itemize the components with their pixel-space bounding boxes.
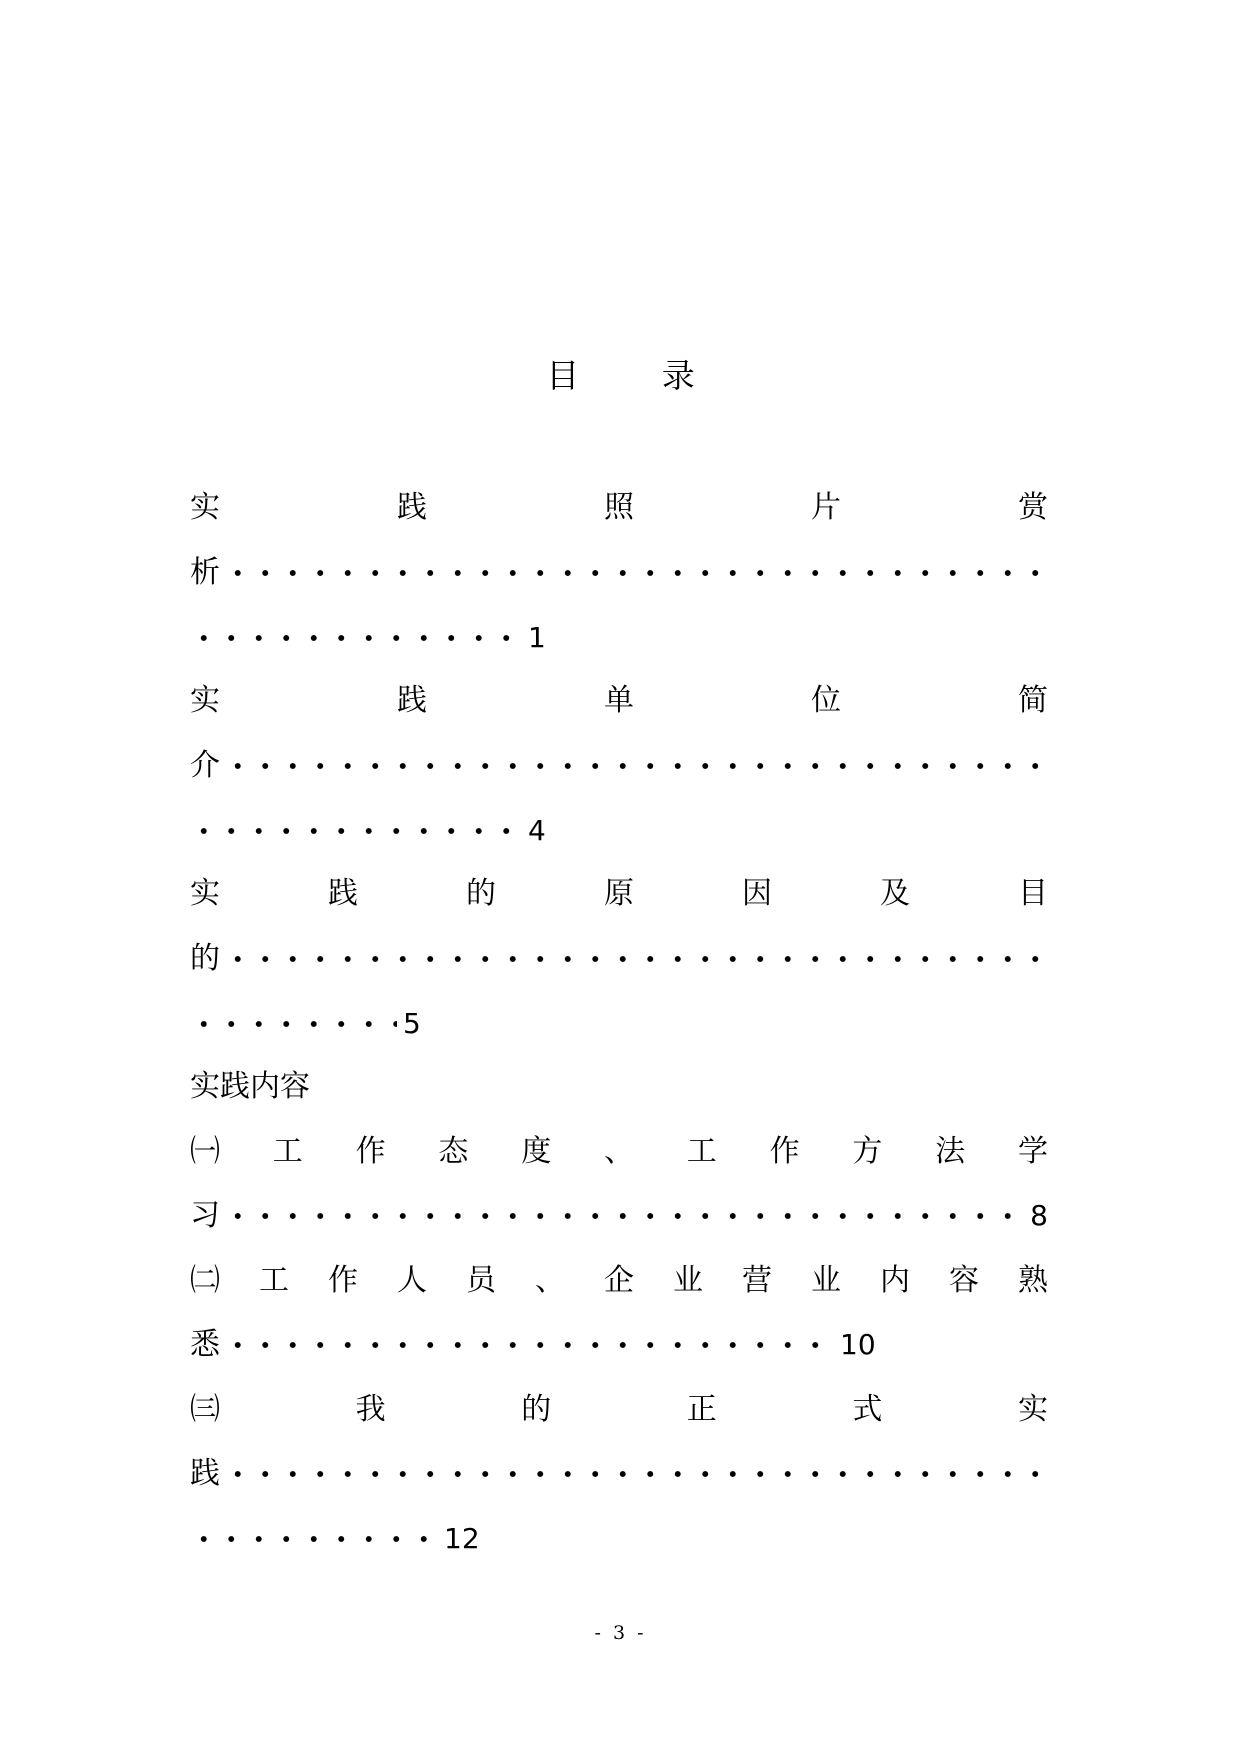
toc-char: 的 [466,876,496,911]
toc-char: 工 [259,1263,289,1298]
toc-char: 我 [355,1392,386,1427]
toc-char: ㈡ [190,1263,220,1298]
dot-leader [224,746,1048,786]
toc-char: 践 [397,490,427,525]
toc-subentry-2-line-2 [190,1325,1048,1365]
page-number: 10 [840,1328,876,1361]
toc-char: 单 [604,683,634,718]
toc-subentry-3-line-2 [190,1454,1048,1494]
toc-char: 介 [190,748,220,783]
dot-leader [190,1519,438,1559]
toc-entry-3-line-3 [190,1004,1048,1044]
toc-char: 员 [466,1263,496,1298]
toc-char: ㈢ [190,1392,220,1427]
toc-char: 营 [742,1263,772,1298]
toc-char: 作 [355,1134,386,1169]
dot-leader [224,553,1048,593]
dot-leader [190,1004,397,1044]
toc-entry-1-line-2 [190,553,1048,593]
toc-char: 片 [811,490,841,525]
page-number: 1 [528,621,546,654]
toc-char: 照 [604,490,634,525]
toc-char: 式 [852,1392,883,1427]
toc-char: 人 [397,1263,427,1298]
page-number: 4 [528,814,546,847]
toc-entry-3-line-1 [190,874,1048,914]
toc-char: 作 [328,1263,358,1298]
page-footer-number: - 3 - [594,1622,647,1644]
toc-subentry-1-line-2 [190,1196,1048,1236]
toc-char: 方 [852,1134,883,1169]
toc-char: 熟 [1018,1263,1048,1298]
toc-char: 目 [1018,876,1048,911]
toc-char: 践 [190,1456,220,1491]
toc-char: 工 [272,1134,303,1169]
toc-entry-1-line-3 [190,618,1048,658]
toc-char: 简 [1018,683,1048,718]
dot-leader [190,811,522,851]
toc-char: 实 [190,490,220,525]
toc-char: 赏 [1018,490,1048,525]
toc-char: ㈠ [190,1134,220,1169]
toc-char: 容 [949,1263,979,1298]
toc-subentry-1-line-1 [190,1132,1048,1172]
dot-leader [190,618,522,658]
toc-char: 及 [880,876,910,911]
page-number: 5 [403,1007,421,1040]
toc-entry-2-line-2 [190,746,1048,786]
dot-leader [224,1196,1024,1236]
page-number: 12 [444,1522,480,1555]
toc-char: 实 [190,876,220,911]
toc-char: 度 [521,1134,552,1169]
toc-char: 工 [686,1134,717,1169]
toc-char: 作 [769,1134,800,1169]
toc-char: 实 [190,683,220,718]
toc-char: 、 [535,1263,565,1298]
toc-entry-2-line-3 [190,811,1048,851]
toc-entry-1-line-1 [190,488,1048,528]
toc-subentry-3-line-1 [190,1390,1048,1430]
toc-char: 原 [604,876,634,911]
toc-char: 正 [686,1392,717,1427]
toc-char: 的 [190,941,220,976]
toc-char: 践 [328,876,358,911]
toc-entry-2-line-1 [190,681,1048,721]
toc-char: 析 [190,555,220,590]
toc-char: 法 [935,1134,966,1169]
toc-char: 业 [811,1263,841,1298]
toc-char: 内 [880,1263,910,1298]
toc-char: 的 [521,1392,552,1427]
section-heading: 实践内容 [190,1069,310,1104]
toc-char: 学 [1017,1134,1048,1169]
toc-char: 业 [673,1263,703,1298]
page-number: 8 [1030,1199,1048,1232]
toc-char: 态 [438,1134,469,1169]
toc-char: 位 [811,683,841,718]
toc-char: 因 [742,876,772,911]
toc-char: 习 [190,1198,220,1233]
dot-leader [224,1454,1048,1494]
toc-entry-3-line-2 [190,939,1048,979]
dot-leader [224,939,1048,979]
toc-subentry-3-line-3 [190,1519,1048,1559]
toc-char: 企 [604,1263,634,1298]
dot-leader [224,1325,834,1365]
toc-char: 、 [603,1134,634,1169]
toc-char: 实 [1017,1392,1048,1427]
toc-char: 悉 [190,1327,220,1362]
toc-char: 践 [397,683,427,718]
toc-title: 目 录 [546,356,731,395]
toc-subentry-2-line-1 [190,1261,1048,1301]
